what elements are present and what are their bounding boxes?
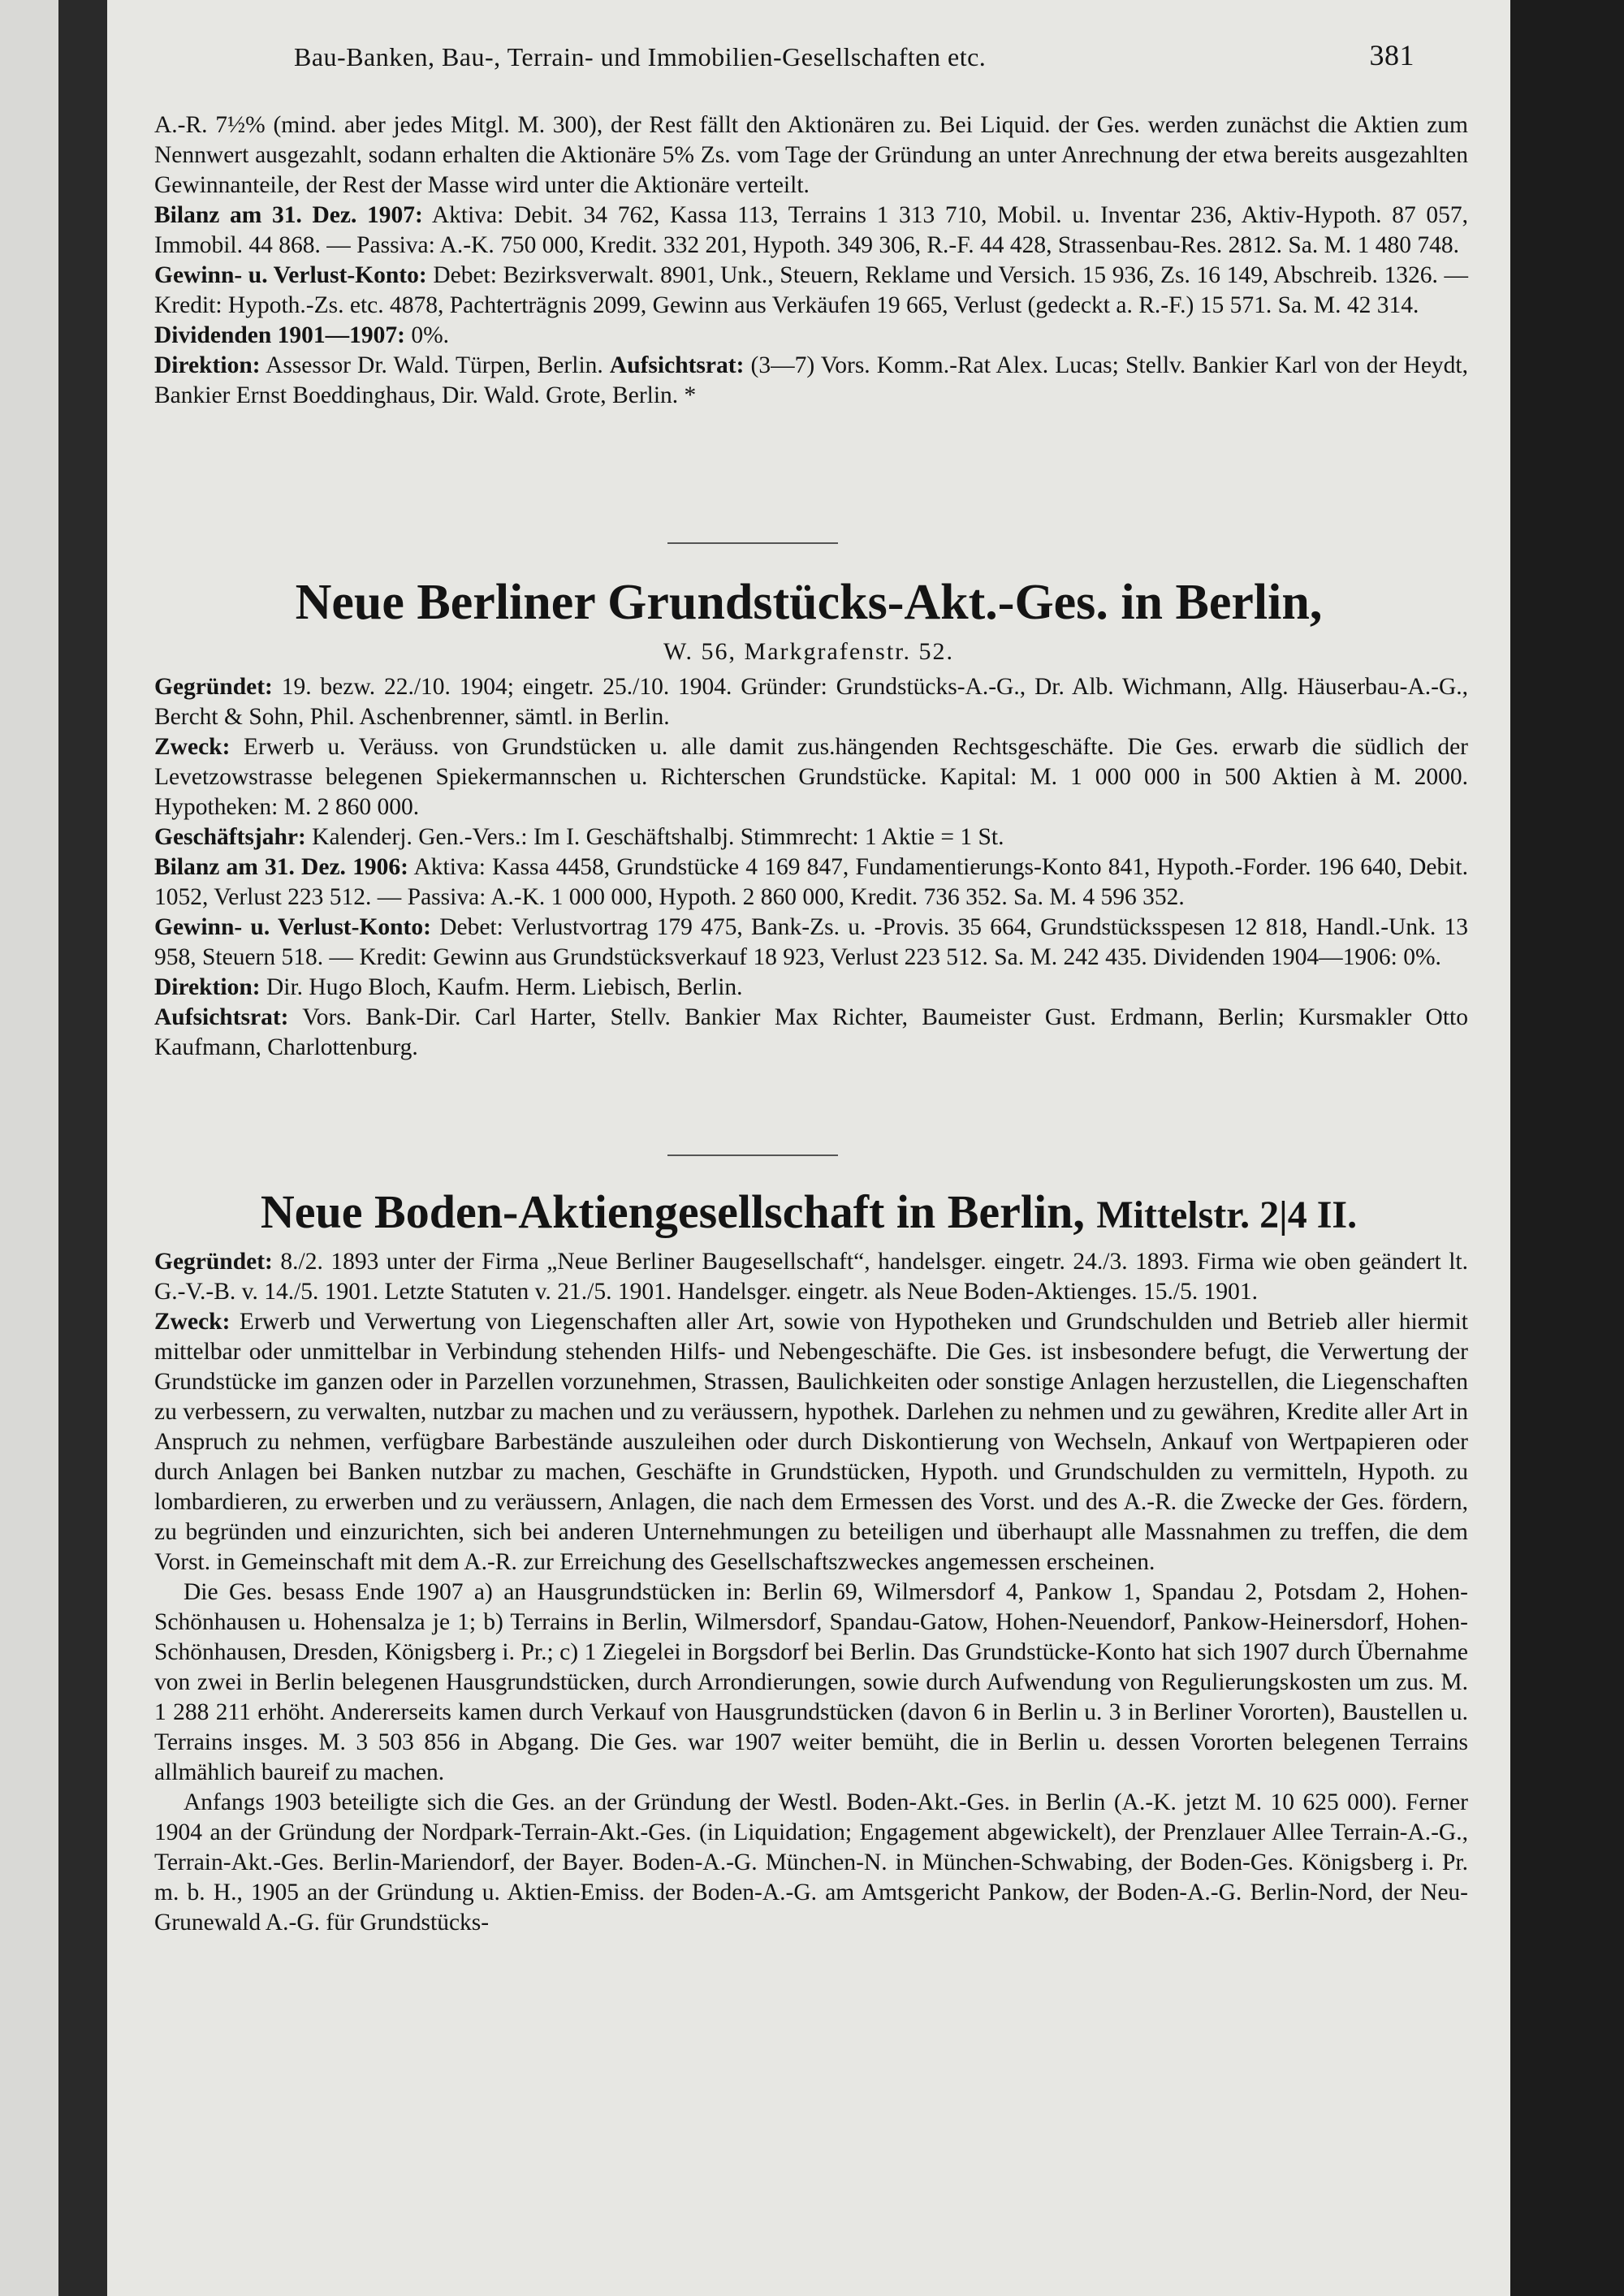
paragraph-text: Aktiva: Kassa 4458, Grundstücke 4 169 847, Fundamentierungs-Konto 841, Hypoth.-Forder. 196 640, Debit. 1052, Verlust 223 512. — Passiva: A.-K. 1 000 000, Hypoth. 2 860 000, Kredit. 736 352. Sa. M. 4 596 352. [154, 854, 1469, 910]
entry-title-text: Neue Boden-Aktiengesellschaft in Berlin, [260, 1185, 1085, 1238]
aufsichtsrat-text: (3—7) Vors. Komm.-Rat Alex. Lucas; Stellv. Bankier Karl von der Heydt, Bankier Ernst Boeddinghaus, Dir. Wald. Grote, Berlin. * [154, 352, 1469, 408]
book-page [107, 0, 1510, 2296]
section-divider [667, 542, 838, 544]
dividenden-label: Dividenden 1901—1907: [154, 322, 405, 348]
facing-page-edge [0, 0, 58, 2296]
entry-body [154, 672, 1468, 1063]
paragraph-label: Bilanz am 31. Dez. 1906: [154, 854, 408, 880]
scan-background [1510, 0, 1624, 2296]
entry-paragraph [154, 973, 1468, 1003]
paragraph-text: Die Ges. besass Ende 1907 a) an Hausgrundstücken in: Berlin 69, Wilmersdorf 4, Pankow 1, Spandau 2, Potsdam 2, Hohen-Schönhausen u. Hohensalza je 1; b) Terrains in Berlin, Wilmersdorf, Spandau-Gatow, Hohen-Neuendorf, Pankow-Heinersdorf, Hohen-Schönhausen, Dresden, Königsberg i. Pr.; c) 1 Ziegelei in Borgsdorf bei Berlin. Das Grundstücke-Konto hat sich 1907 durch Übernahme von zwei in Berlin belegenen Hausgrundstücken, durch Arrondierungen, sowie durch Aufwendung von Regulierungskosten um zus. M. 1 288 211 erhöht. Andererseits kamen durch Verkauf von Hausgrundstücken (davon 6 in Berlin u. 3 in Berliner Vororten), Baustellen u. Terrains insges. M. 3 503 856 in Abgang. Die Ges. war 1907 weiter bemüht, die in Berlin u. dessen Vororten belegenen Terrains allmählich baureif zu machen. [154, 1579, 1468, 1785]
running-header [294, 39, 1415, 72]
paragraph-text: Kalenderj. Gen.-Vers.: Im I. Geschäftshalbj. Stimmrecht: 1 Aktie = 1 St. [312, 824, 1004, 850]
aufsichtsrat-label: Aufsichtsrat: [609, 352, 745, 378]
paragraph-label: Gewinn- u. Verlust-Konto: [154, 914, 431, 940]
paragraph-text: Erwerb u. Veräuss. von Grundstücken u. alle damit zus.hängenden Rechtsgeschäfte. Die Ges. erwarb die südlich der Levetzowstrasse belegenen Spiekermannschen u. Richterschen Grundstücke. Kapital: M. 1 000 000 in 500 Aktien à M. 2000. Hypotheken: M. 2 860 000. [154, 734, 1468, 820]
direktion-paragraph [154, 351, 1468, 411]
paragraph-label: Gegründet: [154, 1249, 273, 1275]
bilanz-label: Bilanz am 31. Dez. 1907: [154, 202, 423, 228]
paragraph-label: Gegründet: [154, 674, 273, 700]
gewinn-label: Gewinn- u. Verlust-Konto: [154, 262, 427, 288]
entry-title [107, 1184, 1510, 1244]
entry-paragraph [154, 1307, 1468, 1577]
section-divider [667, 1154, 838, 1156]
entry-paragraph [154, 1788, 1468, 1938]
dividenden-text: 0%. [411, 322, 450, 348]
paragraph-text: 8./2. 1893 unter der Firma „Neue Berliner Baugesellschaft“, handelsger. eingetr. 24./3. 1893. Firma wie oben geändert lt. G.-V.-B. v. 14./5. 1901. Letzte Statuten v. 21./5. 1901. Handelsger. eingetr. als Neue Boden-Aktienges. 15./5. 1901. [154, 1249, 1468, 1305]
paragraph-text: Erwerb und Verwertung von Liegenschaften aller Art, sowie von Hypotheken und Grundschulden und Betrieb aller hiermit mittelbar oder unmittelbar in Verbindung stehenden Hilfs- und Nebengeschäfte. Die Ges. ist insbesondere befugt, die Verwertung der Grundstücke im ganzen oder in Parzellen vorzunehmen, Strassen, Baulichkeiten oder sonstige Anlagen herzustellen, die Liegenschaften zu verbessern, zu verwalten, nutzbar zu machen und zu veräussern, hypothek. Darlehen zu nehmen und zu gewähren, Kredite aller Art in Anspruch zu nehmen, verfügbare Barbestände auszuleihen oder durch Diskontierung von Wechseln, Ankauf von Wertpapieren oder durch Anlagen bei Banken nutzbar zu machen, Geschäfte in Grundstücken, Hypoth. und Grundschulden zu vermitteln, Hypoth. zu lombardieren, zu erwerben und zu veräussern, Anlagen, die nach dem Ermessen des Vorst. und des A.-R. die Zwecke der Ges. fördern, zu begründen und einzurichten, sich bei anderen Unternehmungen zu beteiligen und überhaupt alle Massnahmen zu treffen, die dem Vorst. in Gemeinschaft mit dem A.-R. zur Erreichung des Gesellschaftszweckes angemessen erscheinen. [154, 1309, 1469, 1575]
entry-paragraph [154, 672, 1468, 732]
paragraph-label: Zweck: [154, 1309, 231, 1335]
entry-paragraph [154, 1003, 1468, 1063]
bilanz-text: Aktiva: Debit. 34 762, Kassa 113, Terrains 1 313 710, Mobil. u. Inventar 236, Aktiv-Hypoth. 87 057, Immobil. 44 868. — Passiva: A.-K. 750 000, Kredit. 332 201, Hypoth. 349 306, R.-F. 44 428, Strassenbau-Res. 2812. Sa. M. 1 480 748. [154, 202, 1468, 258]
entry-paragraph [154, 852, 1468, 913]
direktion-text: Assessor Dr. Wald. Türpen, Berlin. [266, 352, 603, 378]
paragraph-text: 19. bezw. 22./10. 1904; eingetr. 25./10. 1904. Gründer: Grundstücks-A.-G., Dr. Alb. Wichmann, Allg. Häuserbau-A.-G., Bercht & Sohn, Phil. Aschenbrenner, sämtl. in Berlin. [154, 674, 1468, 730]
paragraph-text: Vors. Bank-Dir. Carl Harter, Stellv. Bankier Max Richter, Baumeister Gust. Erdmann, Berlin; Kursmakler Otto Kaufmann, Charlottenburg. [154, 1004, 1468, 1060]
paragraph-label: Aufsichtsrat: [154, 1004, 289, 1030]
entry-paragraph [154, 732, 1468, 822]
gewinn-paragraph [154, 261, 1468, 321]
paragraph-text: Debet: Verlustvortrag 179 475, Bank-Zs. u. -Provis. 35 664, Grundstücksspesen 12 818, Handl.-Unk. 13 958, Steuern 518. — Kredit: Gewinn aus Grundstücksverkauf 18 923, Verlust 223 512. Sa. M. 242 435. Dividenden 1904—1906: 0%. [154, 914, 1468, 970]
paragraph-label: Zweck: [154, 734, 231, 760]
entry-paragraph [154, 1577, 1468, 1788]
entry-paragraph [154, 913, 1468, 973]
bilanz-paragraph [154, 201, 1468, 261]
entry-address: W. 56, Markgrafenstr. 52. [663, 638, 954, 665]
dividenden-paragraph [154, 321, 1468, 351]
binding-gutter [58, 0, 107, 2296]
entry-title-address: Mittelstr. 2|4 II. [1096, 1193, 1358, 1236]
paragraph-label: Direktion: [154, 974, 261, 1000]
gewinn-text: Debet: Bezirksverwalt. 8901, Unk., Steuern, Reklame und Versich. 15 936, Zs. 16 149, Abschreib. 1326. — Kredit: Hypoth.-Zs. etc. 4878, Pachterträgnis 2099, Gewinn aus Verkäufen 19 665, Verlust (gedeckt a. R.-F.) 15 571. Sa. M. 42 314. [154, 262, 1468, 318]
entry-paragraph [154, 1247, 1468, 1307]
direktion-label: Direktion: [154, 352, 261, 378]
paragraph-text: Dir. Hugo Bloch, Kaufm. Herm. Liebisch, Berlin. [266, 974, 743, 1000]
paragraph-text: Anfangs 1903 beteiligte sich die Ges. an der Gründung der Westl. Boden-Akt.-Ges. in Berlin (A.-K. jetzt M. 10 625 000). Ferner 1904 an der Gründung der Nordpark-Terrain-Akt.-Ges. (in Liquidation; Engagement abgewickelt), der Prenzlauer Allee Terrain-A.-G., Terrain-Akt.-Ges. Berlin-Mariendorf, der Bayer. Boden-A.-G. München-N. in München-Schwabing, der Boden-Ges. Königsberg i. Pr. m. b. H., 1905 an der Gründung u. Aktien-Emiss. der Boden-A.-G. am Amtsgericht Pankow, der Boden-A.-G. Berlin-Nord, der Neu-Grunewald A.-G. für Grundstücks- [154, 1789, 1468, 1936]
page-number: 381 [1369, 39, 1415, 71]
entry-title: Neue Berliner Grundstücks-Akt.-Ges. in Berlin, [295, 575, 1323, 630]
continued-paragraph: A.-R. 7½% (mind. aber jedes Mitgl. M. 300), der Rest fällt den Aktionären zu. Bei Liquid. der Ges. werden zunächst die Aktien zum Nennwert ausgezahlt, sodann erhalten die Aktionäre 5% Zs. vom Tage der Gründung an unter Anrechnung der etwa bereits ausgezahlten Gewinnanteile, der Rest der Masse wird unter die Aktionäre verteilt. [154, 112, 1468, 198]
entry-paragraph [154, 822, 1468, 852]
paragraph-label: Geschäftsjahr: [154, 824, 306, 850]
header-title: Bau-Banken, Bau-, Terrain- und Immobilien-Gesellschaften etc. [294, 42, 987, 71]
entry-body [154, 1247, 1468, 1938]
continued-entry [154, 110, 1468, 411]
